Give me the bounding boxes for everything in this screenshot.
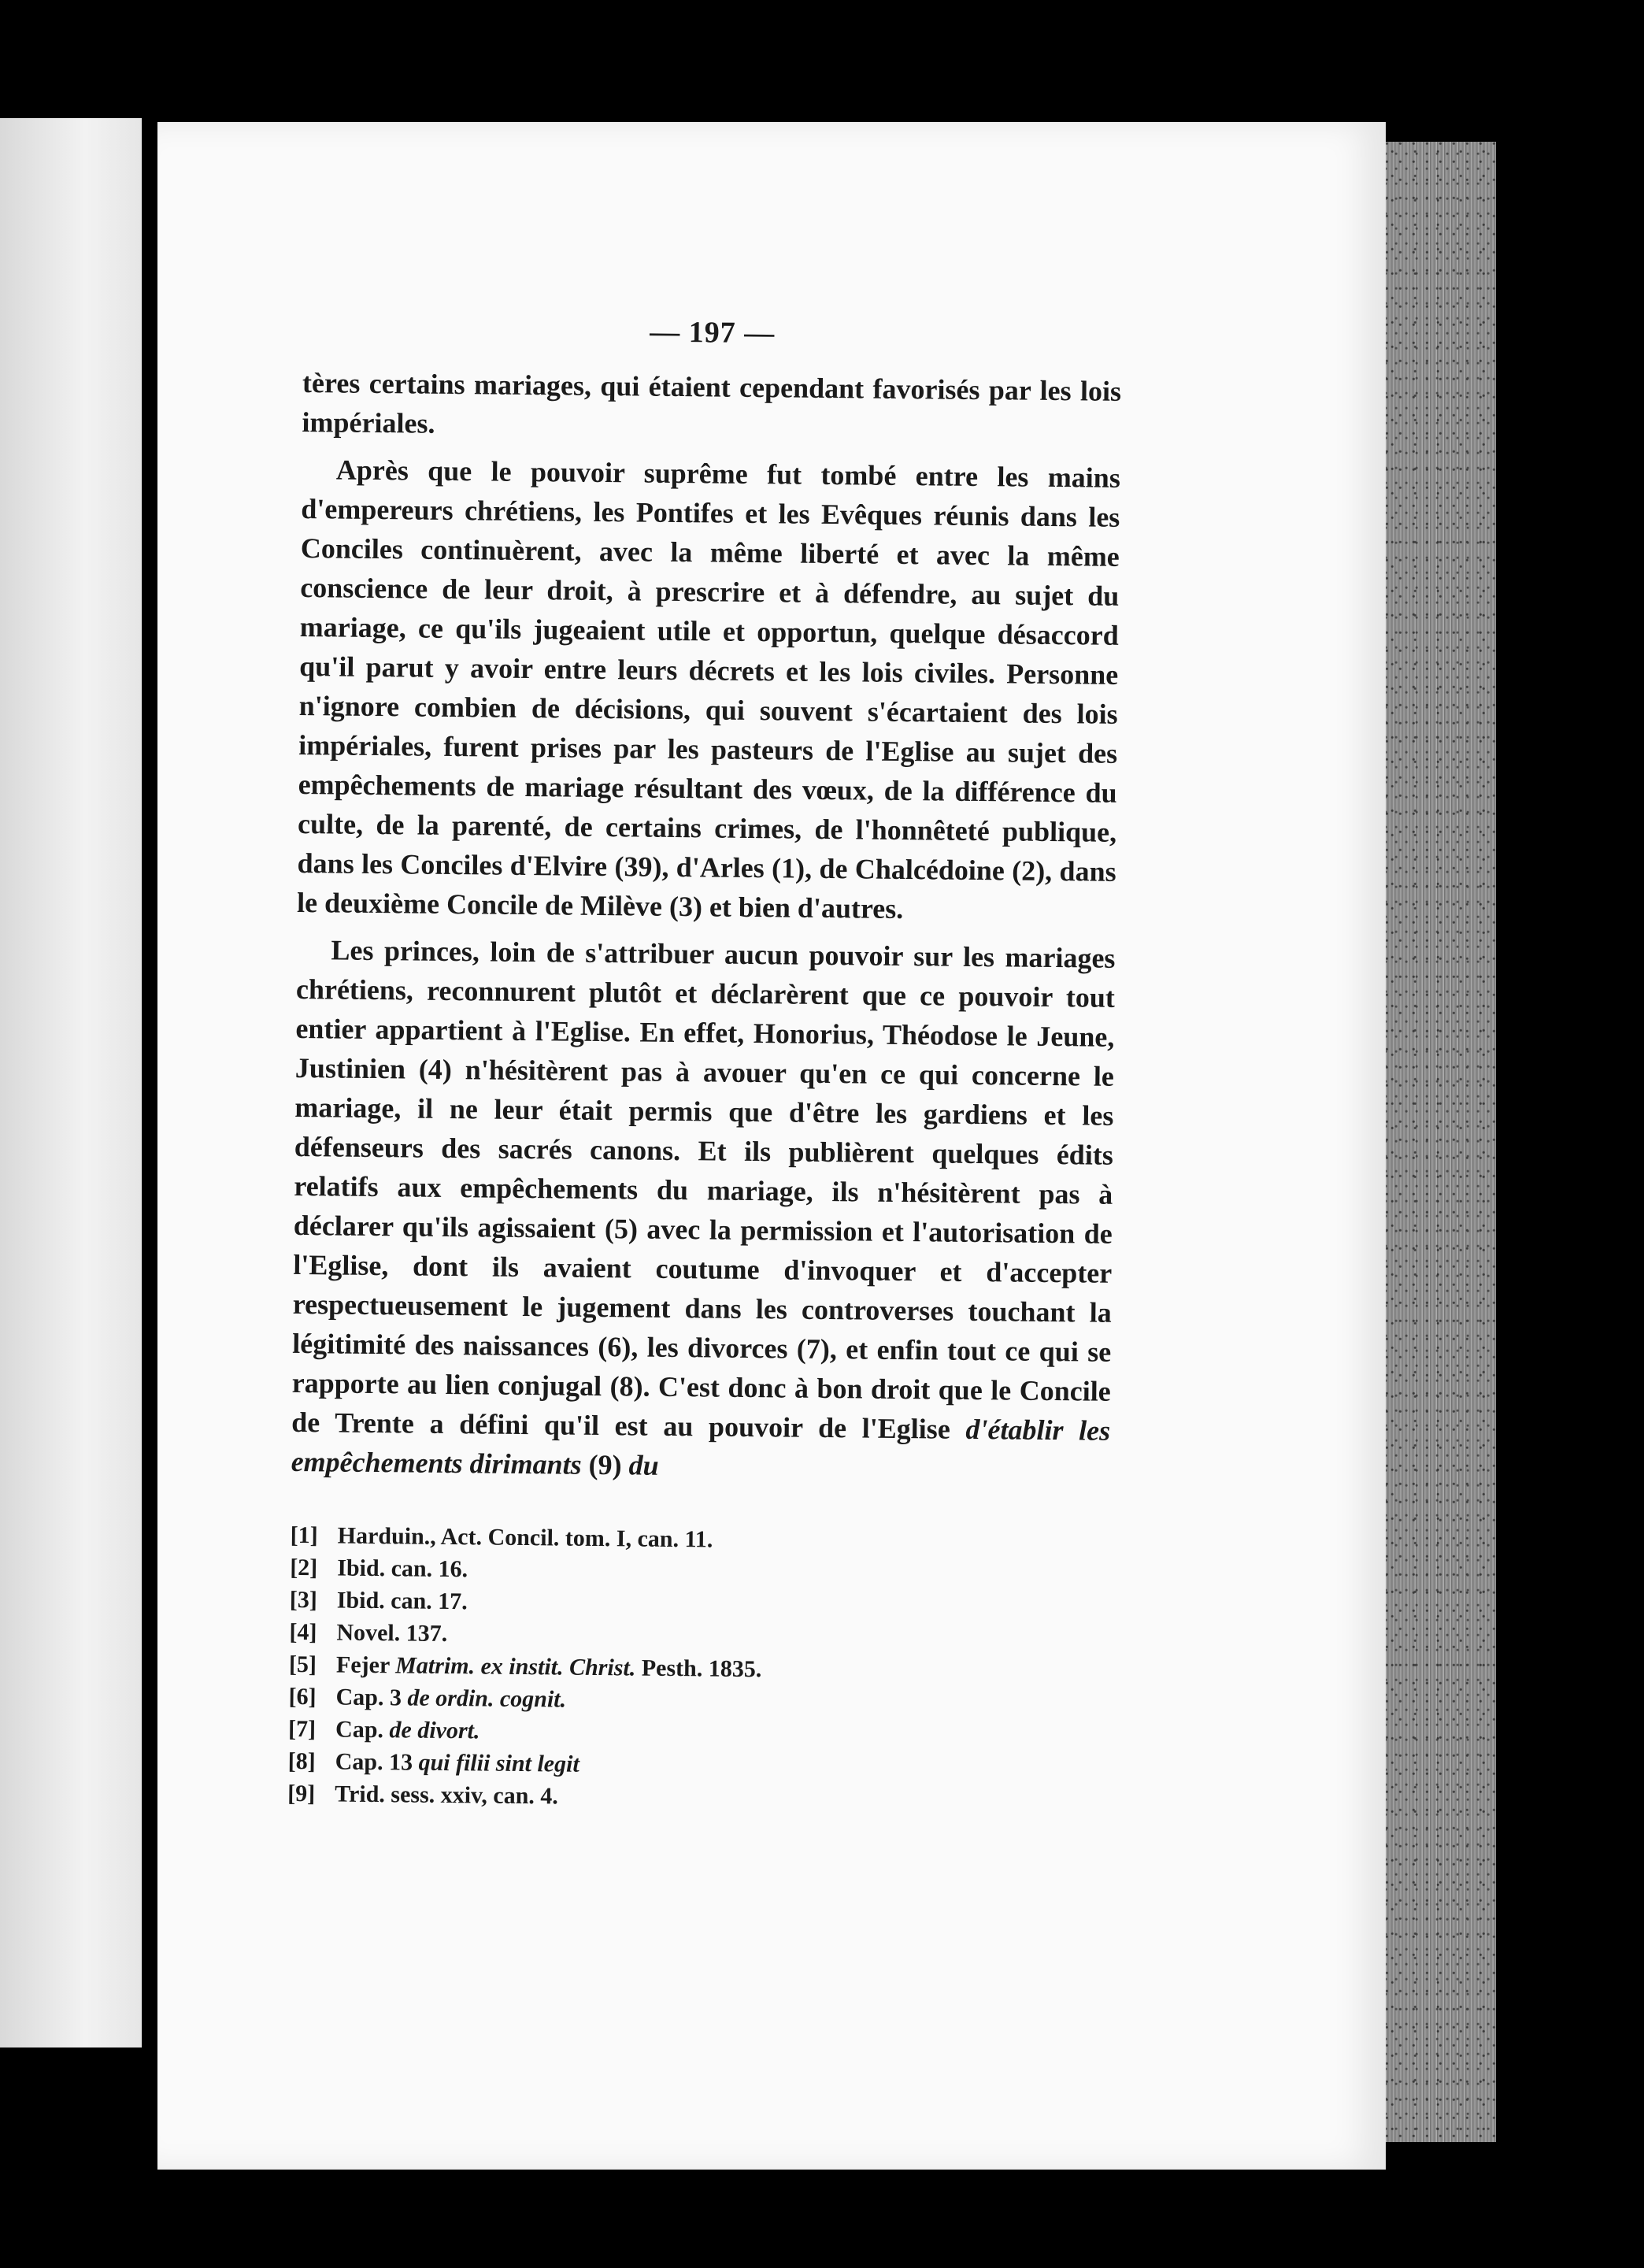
- footnote-mark: [7]: [287, 1715, 317, 1743]
- footnote-mark: [8]: [287, 1747, 316, 1775]
- footnote-italic: de divort.: [389, 1717, 480, 1744]
- footnote-mark: [2]: [290, 1554, 318, 1581]
- paragraph-3-italic: d'établir les empêchements dirimants: [291, 1413, 1111, 1480]
- footnote-mark: [1]: [290, 1521, 318, 1549]
- page-text-block: [287, 311, 1122, 1818]
- footnote-text: [336, 1617, 447, 1650]
- footnote-mark: [5]: [288, 1651, 317, 1678]
- footnote-mark: [4]: [289, 1618, 317, 1646]
- footnote-text: [337, 1552, 468, 1586]
- footnote-text: [335, 1714, 480, 1747]
- footnote-italic: Matrim. ex instit. Christ.: [395, 1652, 636, 1681]
- footnote-text: [337, 1584, 468, 1618]
- footnote-plain: Cap.: [335, 1716, 390, 1744]
- footnote-mark: [3]: [289, 1586, 318, 1614]
- paragraph-2: Après que le pouvoir suprême fut tombé entre les mains d'empereurs chrétiens, les Pontifes et les Evêques réunis dans les Conciles continuèrent, avec la même liberté et avec la même conscience de leur droit, à prescrire et à défendre, au sujet du mariage, ce qu'ils jugeaient utile et opportun, quelque désaccord qu'il parut y avoir entre leurs décrets et les lois civiles. Personne n'ignore combien de décisions, qui souvent s'écartaient des lois impériales, furent prises par les pasteurs de l'Eglise au sujet des empêchements de mariage résultant des vœux, de la différence du culte, de la parenté, de certains crimes, de l'honnêteté publique, dans les Conciles d'Elvire (39), d'Arles (1), de Chalcédoine (2), dans le deuxième Concile de Milève (3) et bien d'autres.: [296, 454, 1121, 925]
- footnote-plain: Harduin., Act. Concil. tom. I, can. 11.: [337, 1522, 713, 1553]
- paragraph-1: tères certains mariages, qui étaient cependant favorisés par les lois impériales.: [302, 366, 1122, 439]
- footnote-text: [335, 1778, 558, 1813]
- footnote-plain: Cap. 3: [335, 1684, 408, 1711]
- footnote-text: [338, 1520, 713, 1556]
- footnote-plain: Ibid. can. 17.: [336, 1587, 468, 1615]
- paragraph-3-tail-italic: du: [628, 1449, 659, 1481]
- facing-page-edge: [0, 118, 142, 2048]
- paragraph-3-tail: (9): [581, 1448, 629, 1481]
- footnote-italic: qui filii sint legit: [418, 1749, 579, 1777]
- paragraph-3-text: Les princes, loin de s'attribuer aucun pouvoir sur les mariages chrétiens, reconnurent plutôt et déclarèrent que ce pouvoir tout entier appartient à l'Eglise. En effet, Honorius, Théodose le Jeune, Justinien (4) n'hésitèrent pas à avouer qu'en ce qui concerne le mariage, il ne leur était permis que d'être les gardiens et les défenseurs des sacrés canons. Et ils publièrent quelques édits relatifs aux empêchements du mariage, ils n'hésitèrent pas à déclarer qu'ils agissaient (5) avec la permission et l'autorisation de l'Eglise, dont ils avaient coutume d'invoquer et d'accepter respectueusement le jugement dans les controverses touchant la légitimité des naissances (6), les divorces (7), et enfin tout ce qui se rapporte au lien conjugal (8). C'est donc à bon droit que le Concile de Trente a défini qu'il est au pouvoir de l'Eglise: [291, 934, 1116, 1445]
- footnote-tail: Pesth. 1835.: [635, 1655, 762, 1683]
- footnote-text: [335, 1681, 566, 1716]
- footnote-plain: Novel. 137.: [336, 1619, 448, 1647]
- footnote-plain: Trid. sess. xxiv, can. 4.: [335, 1781, 559, 1810]
- footnote-plain: Fejer: [335, 1651, 396, 1679]
- paragraph-3: [291, 930, 1115, 1490]
- footnote-mark: [9]: [287, 1780, 316, 1807]
- footnotes: [287, 1519, 1109, 1818]
- footnote-mark: [6]: [288, 1683, 317, 1710]
- footnote-text: [335, 1746, 579, 1781]
- page-number: — 197 —: [650, 315, 776, 350]
- footnote-plain: Cap. 13: [335, 1748, 419, 1776]
- footnote-italic: de ordin. cognit.: [407, 1684, 567, 1713]
- footnote-text: [336, 1649, 762, 1686]
- footnote-plain: Ibid. can. 16.: [337, 1555, 468, 1583]
